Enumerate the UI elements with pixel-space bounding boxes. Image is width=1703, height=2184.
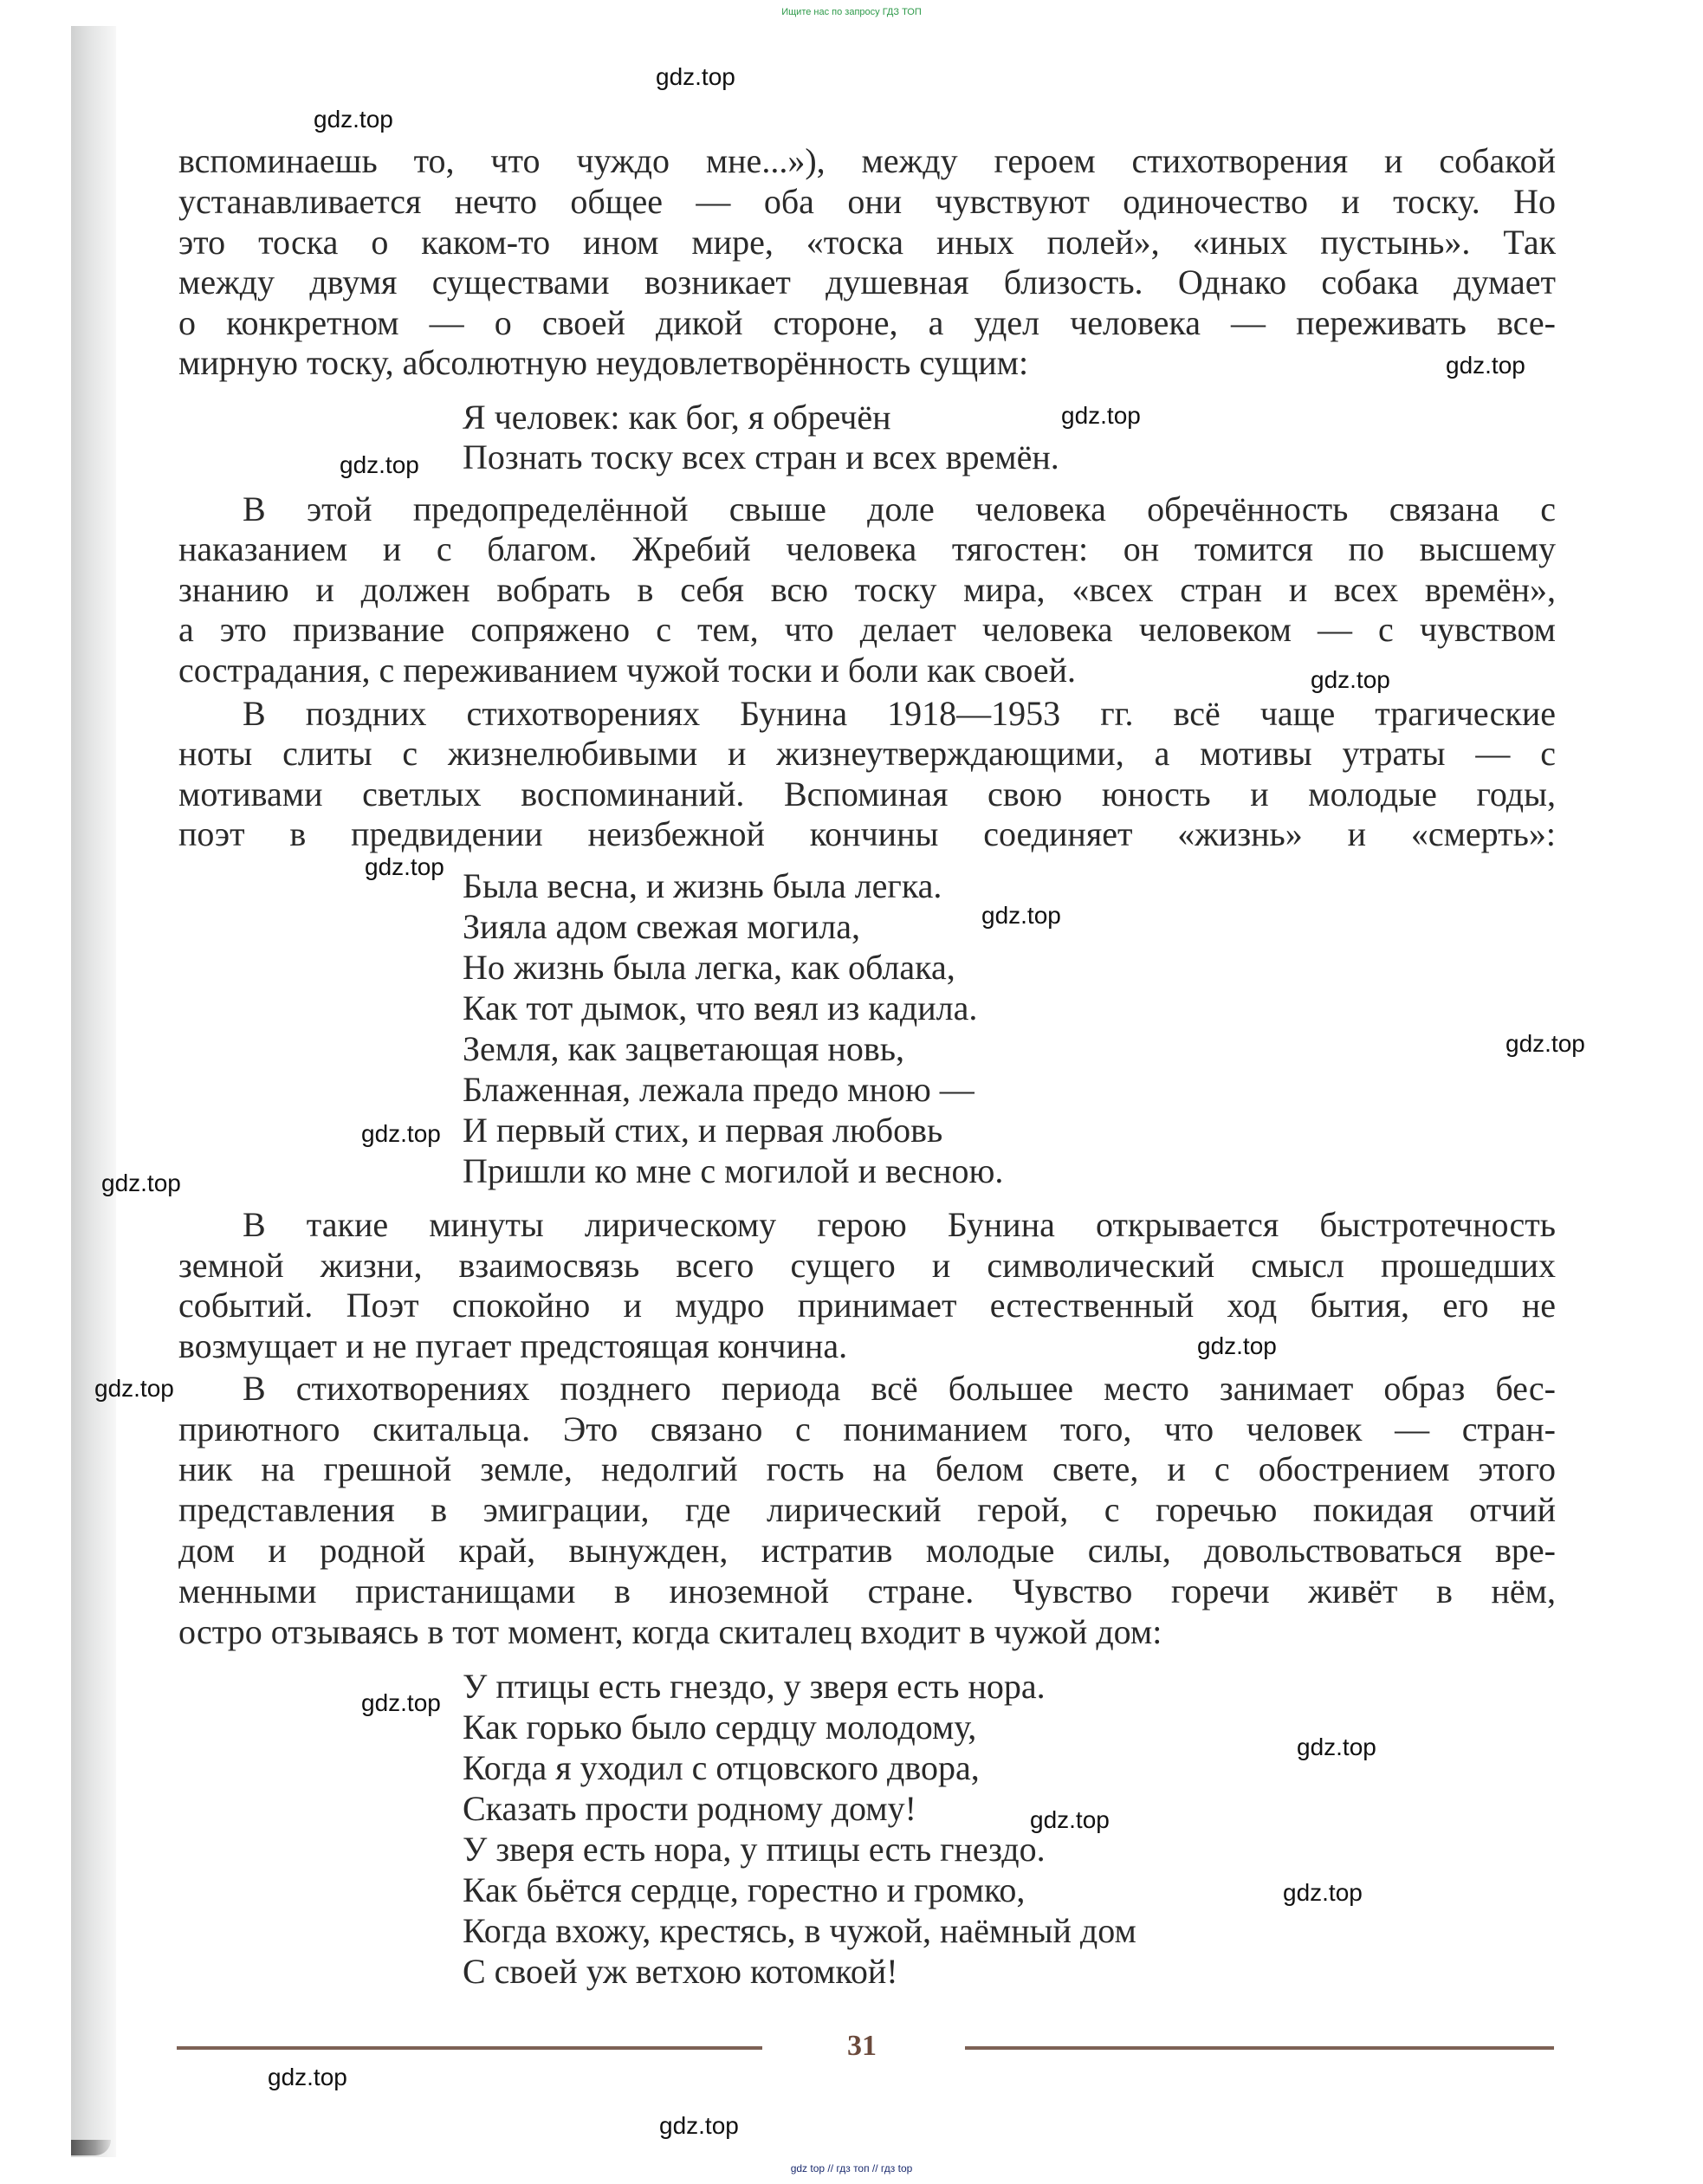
verse-line: С своей уж ветхою котомкой! xyxy=(463,1952,898,1991)
watermark-text: gdz.top xyxy=(1297,1734,1376,1760)
verse-line: Познать тоску всех стран и всех времён. xyxy=(463,437,1059,476)
watermark-text: gdz.top xyxy=(94,1375,174,1402)
watermark-text: gdz.top xyxy=(656,63,735,90)
text-line: знанию и должен вобрать в себя всю тоску мира, «всех стран и всех времён», xyxy=(178,570,1556,609)
text-line: а это призвание сопряжено с тем, что делает человека человеком — с чувством xyxy=(178,610,1556,649)
watermark-text: gdz.top xyxy=(1506,1030,1585,1057)
verse-line: У зверя есть нора, у птицы есть гнездо. xyxy=(463,1830,1046,1869)
text-line: возмущает и не пугает предстоящая кончина. xyxy=(178,1326,848,1365)
text-line: В этой предопределённой свыше доле человека обречённость связана с xyxy=(243,489,1556,528)
watermark-text: gdz.top xyxy=(981,902,1061,929)
verse-line: Зияла адом свежая могила, xyxy=(463,907,861,946)
text-line: поэт в предвидении неизбежной кончины соединяет «жизнь» и «смерть»: xyxy=(178,814,1556,853)
verse-line: Пришли ко мне с могилой и весною. xyxy=(463,1151,1004,1190)
text-line: земной жизни, взаимосвязь всего сущего и символический смысл прошедших xyxy=(178,1246,1556,1285)
text-line: В поздних стихотворениях Бунина 1918—1953 гг. всё чаще трагические xyxy=(243,694,1556,733)
footer-rule-right xyxy=(965,2046,1554,2050)
verse-line: И первый стих, и первая любовь xyxy=(463,1111,943,1150)
text-line: приютного скитальца. Это связано с пониманием того, что человек — стран- xyxy=(178,1410,1556,1448)
watermark-text: gdz.top xyxy=(365,853,444,880)
watermark-text: gdz.top xyxy=(361,1120,441,1147)
verse-line: У птицы есть гнездо, у зверя есть нора. xyxy=(463,1667,1046,1706)
footer-note[interactable]: gdz top // гдз топ // гдз top xyxy=(790,2162,913,2174)
text-line: дом и родной край, вынужден, истратив молодые силы, довольствоваться вре- xyxy=(178,1531,1556,1570)
watermark-text: gdz.top xyxy=(101,1170,181,1196)
text-line: сострадания, с переживанием чужой тоски и боли как своей. xyxy=(178,651,1077,690)
text-line: наказанием и с благом. Жребий человека тягостен: он томится по высшему xyxy=(178,529,1556,568)
verse-line: Была весна, и жизнь была легка. xyxy=(463,866,942,905)
verse-line: Но жизнь была легка, как облака, xyxy=(463,948,955,987)
text-line: В стихотворениях позднего периода всё большее место занимает образ бес- xyxy=(243,1369,1556,1408)
text-line: В такие минуты лирическому герою Бунина открывается быстротечность xyxy=(243,1205,1556,1244)
watermark-text: gdz.top xyxy=(659,2112,739,2139)
text-line: событий. Поэт спокойно и мудро принимает естественный ход бытия, его не xyxy=(178,1286,1556,1325)
text-line: представления в эмиграции, где лирический герой, с горечью покидая отчий xyxy=(178,1490,1556,1529)
text-line: вспоминаешь то, что чуждо мне...»), между героем стихотворения и собакой xyxy=(178,141,1556,180)
text-line: ноты слиты с жизнелюбивыми и жизнеутверждающими, а мотивы утраты — с xyxy=(178,734,1556,773)
verse-line: Я человек: как бог, я обречён xyxy=(463,398,891,437)
watermark-text: gdz.top xyxy=(1030,1806,1110,1833)
text-line: между двумя существами возникает душевная близость. Однако собака думает xyxy=(178,262,1556,301)
text-line: мотивами светлых воспоминаний. Вспоминая свою юность и молодые годы, xyxy=(178,774,1556,813)
verse-line: Когда я уходил с отцовского двора, xyxy=(463,1748,980,1787)
text-line: ник на грешной земле, недолгий гость на белом свете, и с обострением этого xyxy=(178,1449,1556,1488)
watermark-text: gdz.top xyxy=(1061,402,1141,429)
book-spine-shadow xyxy=(71,26,116,2157)
watermark-text: gdz.top xyxy=(314,106,393,133)
verse-line: Блаженная, лежала предо мною — xyxy=(463,1070,975,1109)
watermark-text: gdz.top xyxy=(1311,666,1390,693)
verse-line: Сказать прости родному дому! xyxy=(463,1789,916,1828)
text-line: устанавливается нечто общее — оба они чувствуют одиночество и тоску. Но xyxy=(178,182,1556,221)
verse-line: Как тот дымок, что веял из кадила. xyxy=(463,988,978,1027)
verse-line: Земля, как зацветающая новь, xyxy=(463,1029,904,1068)
verse-line: Как горько было сердцу молодому, xyxy=(463,1708,977,1747)
header-note[interactable]: Ищите нас по запросу ГДЗ ТОП xyxy=(781,7,922,17)
watermark-text: gdz.top xyxy=(340,451,419,478)
verse-line: Как бьётся сердце, горестно и громко, xyxy=(463,1870,1026,1909)
text-line: остро отзываясь в тот момент, когда скиталец входит в чужой дом: xyxy=(178,1612,1162,1651)
text-line: мирную тоску, абсолютную неудовлетворённость сущим: xyxy=(178,343,1029,382)
text-line: о конкретном — о своей дикой стороне, а удел человека — переживать все- xyxy=(178,303,1556,342)
watermark-text: gdz.top xyxy=(268,2064,347,2090)
watermark-text: gdz.top xyxy=(1283,1879,1363,1906)
watermark-text: gdz.top xyxy=(1197,1332,1277,1359)
footer-rule-left xyxy=(177,2046,762,2050)
watermark-text: gdz.top xyxy=(361,1689,441,1716)
text-line: это тоска о каком-то ином мире, «тоска иных полей», «иных пустынь». Так xyxy=(178,223,1556,262)
verse-line: Когда вхожу, крестясь, в чужой, наёмный дом xyxy=(463,1911,1136,1950)
text-line: менными пристанищами в иноземной стране. Чувство горечи живёт в нём, xyxy=(178,1572,1556,1610)
page-number: 31 xyxy=(847,2030,877,2062)
watermark-text: gdz.top xyxy=(1446,352,1525,379)
